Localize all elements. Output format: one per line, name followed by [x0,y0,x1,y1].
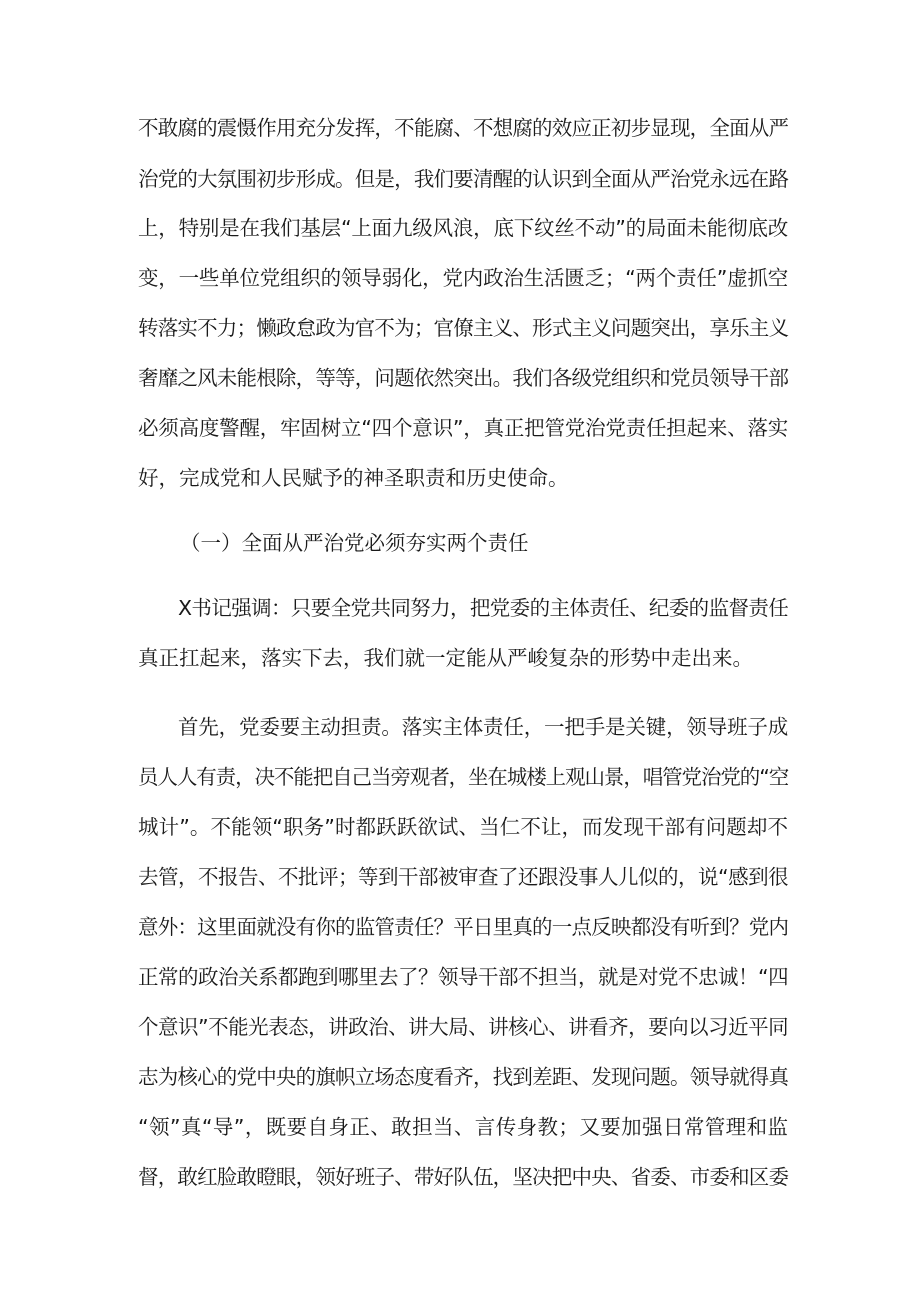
paragraph-1-line-2: 治党的大氛围初步形成。但是，我们要清醒的认识到全面从严治党永远在路 [138,167,788,191]
paragraph-3-line-8: 志为核心的党中央的旗帜立场态度看齐，找到差距、发现问题。领导就得真 [138,1065,788,1089]
paragraph-1-line-7: 必须高度警醒，牢固树立“四个意识”，真正把管党治党责任担起来、落实 [138,416,788,440]
paragraph-3-line-7: 个意识”不能光表态，讲政治、讲大局、讲核心、讲看齐，要向以习近平同 [138,1015,789,1039]
section-heading: （一）全面从严治党必须夯实两个责任 [180,531,529,555]
paragraph-3-line-5: 意外：这里面就没有你的监管责任？平日里真的一点反映都没有听到？党内 [138,915,788,939]
paragraph-3-line-2: 员人人有责，决不能把自己当旁观者，坐在城楼上观山景，唱管党治党的“空 [138,765,788,789]
paragraph-1-line-3: 上，特别是在我们基层“上面九级风浪，底下纹丝不动”的局面未能彻底改 [138,216,788,240]
paragraph-3-line-6: 正常的政治关系都跑到哪里去了？领导干部不担当，就是对党不忠诚！“四 [138,965,789,989]
paragraph-3-line-4: 去管，不报告、不批评；等到干部被审查了还跟没事人儿似的，说“感到很 [138,865,789,889]
paragraph-1-line-4: 变，一些单位党组织的领导弱化，党内政治生活匮乏；“两个责任”虚抓空 [138,266,788,290]
paragraph-3-line-1: 首先，党委要主动担责。落实主体责任，一把手是关键，领导班子成 [178,715,788,739]
paragraph-1-line-5: 转落实不力；懒政怠政为官不为；官僚主义、形式主义问题突出，享乐主义 [138,316,788,340]
paragraph-2-line-2: 真正扛起来，落实下去，我们就一定能从严峻复杂的形势中走出来。 [138,646,753,670]
paragraph-1-line-6: 奢靡之风未能根除，等等，问题依然突出。我们各级党组织和党员领导干部 [138,366,788,390]
paragraph-2-line-1: X书记强调：只要全党共同努力，把党委的主体责任、纪委的监督责任 [178,596,788,620]
paragraph-1-line-1: 不敢腐的震慑作用充分发挥，不能腐、不想腐的效应正初步显现，全面从严 [138,116,788,140]
paragraph-3-line-10: 督，敢红脸敢瞪眼，领好班子、带好队伍，坚决把中央、省委、市委和区委 [138,1165,788,1189]
paragraph-3-line-3: 城计”。不能领“职务”时都跃跃欲试、当仁不让，而发现干部有问题却不 [138,815,788,839]
paragraph-1-line-8: 好，完成党和人民赋予的神圣职责和历史使命。 [138,466,569,490]
paragraph-3-line-9: “领”真“导”，既要自身正、敢担当、言传身教；又要加强日常管理和监 [138,1115,788,1139]
